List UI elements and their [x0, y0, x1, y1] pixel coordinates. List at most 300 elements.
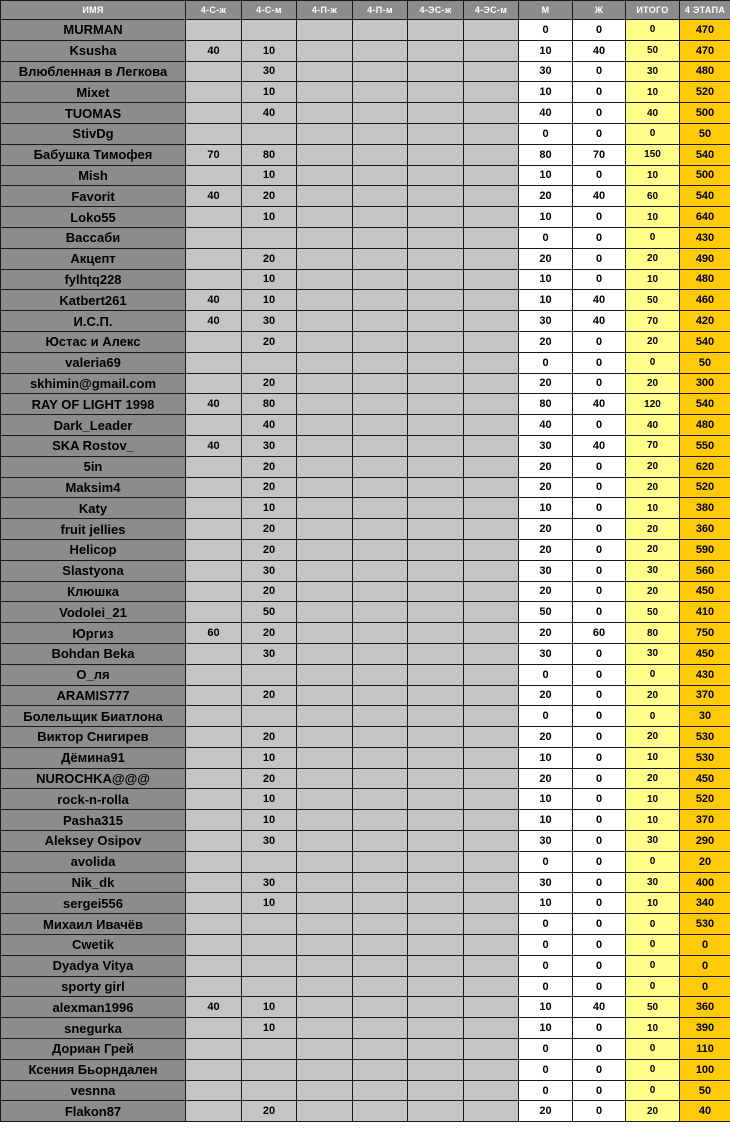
cell-4-p-m — [353, 602, 408, 623]
cell-4-p-zh — [297, 789, 353, 810]
cell-4-es-m — [464, 290, 519, 311]
cell-itogo: 80 — [626, 623, 680, 644]
cell-4-p-m — [353, 435, 408, 456]
table-row — [1, 643, 730, 664]
cell-4-p-m — [353, 893, 408, 914]
cell-4-es-zh — [408, 248, 464, 269]
cell-itogo: 60 — [626, 186, 680, 207]
cell-4-s-zh — [186, 685, 242, 706]
cell-4-es-m — [464, 1039, 519, 1060]
cell-4-etapa: 480 — [680, 269, 730, 290]
cell-4-s-m — [242, 20, 297, 41]
cell-m: 80 — [519, 394, 573, 415]
cell-4-s-m — [242, 955, 297, 976]
cell-zh: 0 — [573, 1039, 626, 1060]
cell-zh: 0 — [573, 914, 626, 935]
cell-4-p-zh — [297, 1018, 353, 1039]
cell-m: 20 — [519, 519, 573, 540]
table-row — [1, 1080, 730, 1101]
cell-m: 20 — [519, 768, 573, 789]
participant-name: Юстас и Алекс — [1, 331, 186, 352]
cell-4-p-zh — [297, 851, 353, 872]
cell-4-es-m — [464, 997, 519, 1018]
cell-4-etapa: 290 — [680, 831, 730, 852]
table-row — [1, 352, 730, 373]
cell-4-s-zh — [186, 664, 242, 685]
cell-4-p-m — [353, 1101, 408, 1122]
table-row — [1, 685, 730, 706]
cell-4-s-m: 20 — [242, 727, 297, 748]
cell-4-es-m — [464, 352, 519, 373]
cell-4-s-zh — [186, 415, 242, 436]
cell-4-es-m — [464, 935, 519, 956]
cell-m: 0 — [519, 914, 573, 935]
table-row — [1, 768, 730, 789]
cell-itogo: 20 — [626, 456, 680, 477]
cell-4-s-zh — [186, 768, 242, 789]
cell-4-p-m — [353, 1059, 408, 1080]
cell-4-es-zh — [408, 560, 464, 581]
cell-m: 30 — [519, 435, 573, 456]
cell-4-s-m — [242, 1059, 297, 1080]
cell-4-s-zh — [186, 581, 242, 602]
participant-name: Aleksey Osipov — [1, 831, 186, 852]
header-4-s-zh: 4-С-ж — [186, 1, 242, 20]
cell-itogo: 120 — [626, 394, 680, 415]
cell-zh: 40 — [573, 290, 626, 311]
table-row — [1, 1039, 730, 1060]
cell-4-s-zh — [186, 456, 242, 477]
cell-4-etapa: 420 — [680, 311, 730, 332]
table-row — [1, 61, 730, 82]
cell-4-s-zh — [186, 831, 242, 852]
cell-4-es-m — [464, 1059, 519, 1080]
cell-4-p-m — [353, 20, 408, 41]
cell-4-s-zh — [186, 123, 242, 144]
cell-4-p-zh — [297, 685, 353, 706]
cell-4-s-m — [242, 1080, 297, 1101]
cell-4-s-zh — [186, 1101, 242, 1122]
cell-4-p-m — [353, 810, 408, 831]
cell-zh: 0 — [573, 519, 626, 540]
cell-4-es-zh — [408, 602, 464, 623]
cell-4-s-m: 20 — [242, 623, 297, 644]
table-row — [1, 706, 730, 727]
cell-4-es-m — [464, 1018, 519, 1039]
participant-name: Бабушка Тимофея — [1, 144, 186, 165]
cell-4-etapa: 50 — [680, 352, 730, 373]
cell-4-es-m — [464, 851, 519, 872]
cell-4-etapa: 470 — [680, 40, 730, 61]
cell-4-p-zh — [297, 997, 353, 1018]
table-row — [1, 248, 730, 269]
cell-4-s-zh — [186, 539, 242, 560]
table-row — [1, 914, 730, 935]
participant-name: Katbert261 — [1, 290, 186, 311]
cell-4-s-m: 20 — [242, 186, 297, 207]
cell-itogo: 40 — [626, 415, 680, 436]
cell-zh: 0 — [573, 976, 626, 997]
cell-m: 10 — [519, 165, 573, 186]
cell-4-etapa: 490 — [680, 248, 730, 269]
cell-m: 20 — [519, 331, 573, 352]
cell-4-etapa: 40 — [680, 1101, 730, 1122]
cell-m: 30 — [519, 643, 573, 664]
cell-4-etapa: 460 — [680, 290, 730, 311]
cell-4-etapa: 540 — [680, 331, 730, 352]
cell-4-p-m — [353, 248, 408, 269]
cell-zh: 0 — [573, 1059, 626, 1080]
cell-4-s-zh — [186, 352, 242, 373]
cell-4-es-m — [464, 248, 519, 269]
cell-4-es-m — [464, 768, 519, 789]
cell-4-s-zh — [186, 851, 242, 872]
participant-name: RAY OF LIGHT 1998 — [1, 394, 186, 415]
cell-4-p-zh — [297, 311, 353, 332]
cell-itogo: 70 — [626, 311, 680, 332]
cell-4-etapa: 100 — [680, 1059, 730, 1080]
cell-4-es-zh — [408, 415, 464, 436]
cell-itogo: 10 — [626, 747, 680, 768]
cell-zh: 0 — [573, 248, 626, 269]
cell-4-p-zh — [297, 539, 353, 560]
cell-m: 20 — [519, 456, 573, 477]
table-row — [1, 186, 730, 207]
cell-4-es-zh — [408, 851, 464, 872]
cell-4-es-m — [464, 955, 519, 976]
cell-4-p-zh — [297, 664, 353, 685]
cell-itogo: 20 — [626, 519, 680, 540]
cell-4-etapa: 50 — [680, 1080, 730, 1101]
cell-4-es-zh — [408, 955, 464, 976]
cell-4-es-m — [464, 1101, 519, 1122]
table-row — [1, 560, 730, 581]
cell-m: 0 — [519, 1059, 573, 1080]
cell-4-es-m — [464, 373, 519, 394]
cell-zh: 0 — [573, 269, 626, 290]
participant-name: О_ля — [1, 664, 186, 685]
cell-4-p-m — [353, 664, 408, 685]
table-row — [1, 456, 730, 477]
cell-4-etapa: 640 — [680, 207, 730, 228]
cell-m: 10 — [519, 747, 573, 768]
cell-itogo: 20 — [626, 768, 680, 789]
cell-m: 0 — [519, 955, 573, 976]
cell-itogo: 0 — [626, 706, 680, 727]
cell-4-es-m — [464, 165, 519, 186]
cell-zh: 0 — [573, 82, 626, 103]
cell-4-s-m — [242, 227, 297, 248]
table-row — [1, 1059, 730, 1080]
cell-4-es-zh — [408, 186, 464, 207]
cell-zh: 0 — [573, 61, 626, 82]
cell-4-s-zh — [186, 82, 242, 103]
cell-4-s-zh — [186, 498, 242, 519]
cell-m: 30 — [519, 560, 573, 581]
cell-4-p-m — [353, 560, 408, 581]
cell-zh: 0 — [573, 560, 626, 581]
participant-name: Cwetik — [1, 935, 186, 956]
cell-4-s-m: 30 — [242, 61, 297, 82]
cell-4-es-m — [464, 40, 519, 61]
cell-4-p-zh — [297, 477, 353, 498]
cell-itogo: 10 — [626, 893, 680, 914]
cell-4-s-m: 20 — [242, 685, 297, 706]
cell-4-etapa: 360 — [680, 519, 730, 540]
cell-itogo: 0 — [626, 352, 680, 373]
cell-4-es-zh — [408, 82, 464, 103]
cell-zh: 0 — [573, 727, 626, 748]
cell-4-p-m — [353, 539, 408, 560]
cell-4-p-zh — [297, 747, 353, 768]
table-row — [1, 976, 730, 997]
participant-name: 5in — [1, 456, 186, 477]
cell-4-etapa: 540 — [680, 394, 730, 415]
cell-4-es-zh — [408, 331, 464, 352]
table-row — [1, 103, 730, 124]
cell-4-p-zh — [297, 519, 353, 540]
cell-4-es-zh — [408, 435, 464, 456]
table-row — [1, 893, 730, 914]
cell-4-es-m — [464, 706, 519, 727]
cell-m: 20 — [519, 477, 573, 498]
table-row — [1, 810, 730, 831]
participant-name: sporty girl — [1, 976, 186, 997]
cell-4-es-zh — [408, 207, 464, 228]
cell-4-etapa: 0 — [680, 955, 730, 976]
cell-m: 0 — [519, 227, 573, 248]
cell-itogo: 20 — [626, 477, 680, 498]
cell-4-p-m — [353, 519, 408, 540]
cell-zh: 0 — [573, 935, 626, 956]
cell-zh: 0 — [573, 207, 626, 228]
cell-4-es-zh — [408, 997, 464, 1018]
cell-m: 10 — [519, 290, 573, 311]
cell-itogo: 10 — [626, 789, 680, 810]
cell-4-p-m — [353, 914, 408, 935]
participant-name: Ksusha — [1, 40, 186, 61]
cell-m: 0 — [519, 976, 573, 997]
cell-4-p-zh — [297, 456, 353, 477]
cell-4-etapa: 590 — [680, 539, 730, 560]
cell-4-es-m — [464, 477, 519, 498]
cell-4-s-m: 40 — [242, 103, 297, 124]
cell-4-es-m — [464, 331, 519, 352]
cell-4-es-zh — [408, 269, 464, 290]
participant-name: Nik_dk — [1, 872, 186, 893]
cell-4-es-zh — [408, 123, 464, 144]
cell-m: 20 — [519, 373, 573, 394]
cell-4-etapa: 750 — [680, 623, 730, 644]
cell-4-p-m — [353, 789, 408, 810]
cell-m: 10 — [519, 1018, 573, 1039]
cell-4-es-m — [464, 456, 519, 477]
cell-4-p-m — [353, 747, 408, 768]
participant-name: NUROCHKA@@@ — [1, 768, 186, 789]
header-4-etapa: 4 ЭТАПА — [680, 1, 730, 20]
participant-name: Акцепт — [1, 248, 186, 269]
cell-4-s-m: 10 — [242, 789, 297, 810]
cell-4-es-m — [464, 727, 519, 748]
cell-4-s-zh — [186, 955, 242, 976]
participant-name: avolida — [1, 851, 186, 872]
cell-itogo: 0 — [626, 914, 680, 935]
participant-name: Ксения Бьорндален — [1, 1059, 186, 1080]
participant-name: Юргиз — [1, 623, 186, 644]
cell-zh: 0 — [573, 955, 626, 976]
cell-4-etapa: 450 — [680, 768, 730, 789]
cell-4-s-zh: 40 — [186, 186, 242, 207]
participant-name: TUOMAS — [1, 103, 186, 124]
table-row — [1, 20, 730, 41]
cell-4-es-m — [464, 539, 519, 560]
cell-4-p-m — [353, 872, 408, 893]
cell-4-es-m — [464, 82, 519, 103]
cell-4-p-zh — [297, 394, 353, 415]
cell-4-es-zh — [408, 727, 464, 748]
cell-4-es-m — [464, 976, 519, 997]
cell-4-p-m — [353, 373, 408, 394]
cell-4-es-m — [464, 20, 519, 41]
cell-zh: 0 — [573, 123, 626, 144]
cell-4-s-zh — [186, 747, 242, 768]
cell-4-s-zh — [186, 727, 242, 748]
cell-4-etapa: 500 — [680, 165, 730, 186]
cell-4-p-m — [353, 997, 408, 1018]
participant-name: Loko55 — [1, 207, 186, 228]
cell-4-s-zh — [186, 935, 242, 956]
cell-4-s-zh — [186, 976, 242, 997]
table-row — [1, 831, 730, 852]
cell-4-etapa: 530 — [680, 727, 730, 748]
cell-4-es-zh — [408, 768, 464, 789]
cell-itogo: 10 — [626, 1018, 680, 1039]
cell-4-etapa: 50 — [680, 123, 730, 144]
cell-zh: 70 — [573, 144, 626, 165]
cell-zh: 0 — [573, 331, 626, 352]
cell-itogo: 0 — [626, 1059, 680, 1080]
table-row — [1, 727, 730, 748]
table-row — [1, 415, 730, 436]
cell-4-es-zh — [408, 664, 464, 685]
cell-4-es-zh — [408, 831, 464, 852]
cell-itogo: 10 — [626, 269, 680, 290]
cell-4-p-zh — [297, 227, 353, 248]
cell-4-es-zh — [408, 539, 464, 560]
cell-4-es-m — [464, 394, 519, 415]
cell-zh: 40 — [573, 186, 626, 207]
cell-4-p-m — [353, 477, 408, 498]
cell-4-etapa: 30 — [680, 706, 730, 727]
cell-4-es-m — [464, 435, 519, 456]
cell-4-es-zh — [408, 706, 464, 727]
cell-4-p-m — [353, 851, 408, 872]
cell-m: 30 — [519, 831, 573, 852]
cell-4-etapa: 300 — [680, 373, 730, 394]
cell-4-p-m — [353, 1018, 408, 1039]
table-row — [1, 935, 730, 956]
cell-4-p-m — [353, 103, 408, 124]
cell-4-s-m — [242, 123, 297, 144]
cell-4-s-m: 20 — [242, 539, 297, 560]
cell-4-p-m — [353, 706, 408, 727]
cell-4-s-zh — [186, 1080, 242, 1101]
cell-4-es-zh — [408, 40, 464, 61]
table-row — [1, 747, 730, 768]
cell-4-s-zh — [186, 373, 242, 394]
table-row — [1, 498, 730, 519]
cell-itogo: 20 — [626, 373, 680, 394]
cell-4-p-zh — [297, 955, 353, 976]
cell-4-s-zh — [186, 643, 242, 664]
cell-zh: 0 — [573, 352, 626, 373]
cell-4-es-m — [464, 789, 519, 810]
cell-4-p-m — [353, 581, 408, 602]
cell-4-s-zh — [186, 810, 242, 831]
cell-4-s-m — [242, 664, 297, 685]
cell-4-es-m — [464, 664, 519, 685]
cell-m: 20 — [519, 685, 573, 706]
cell-4-etapa: 450 — [680, 643, 730, 664]
cell-4-p-zh — [297, 1080, 353, 1101]
cell-4-s-m: 20 — [242, 331, 297, 352]
cell-m: 20 — [519, 623, 573, 644]
table-row — [1, 227, 730, 248]
cell-itogo: 30 — [626, 560, 680, 581]
cell-itogo: 30 — [626, 643, 680, 664]
cell-4-etapa: 470 — [680, 20, 730, 41]
cell-4-p-zh — [297, 914, 353, 935]
cell-4-es-zh — [408, 352, 464, 373]
cell-4-s-m: 10 — [242, 165, 297, 186]
cell-4-s-m — [242, 914, 297, 935]
cell-4-s-zh — [186, 872, 242, 893]
participant-name: Favorit — [1, 186, 186, 207]
cell-4-s-m: 20 — [242, 768, 297, 789]
cell-4-etapa: 520 — [680, 789, 730, 810]
cell-4-p-zh — [297, 706, 353, 727]
cell-4-es-zh — [408, 789, 464, 810]
cell-zh: 0 — [573, 581, 626, 602]
cell-zh: 0 — [573, 1101, 626, 1122]
cell-4-es-zh — [408, 144, 464, 165]
cell-4-p-m — [353, 955, 408, 976]
header-m: М — [519, 1, 573, 20]
table-row — [1, 331, 730, 352]
cell-4-p-zh — [297, 727, 353, 748]
cell-4-es-zh — [408, 394, 464, 415]
cell-4-es-m — [464, 227, 519, 248]
table-row — [1, 394, 730, 415]
cell-itogo: 50 — [626, 997, 680, 1018]
cell-4-p-zh — [297, 1101, 353, 1122]
cell-4-p-m — [353, 456, 408, 477]
cell-4-es-m — [464, 1080, 519, 1101]
participant-name: Vodolei_21 — [1, 602, 186, 623]
cell-4-es-m — [464, 144, 519, 165]
cell-4-p-zh — [297, 768, 353, 789]
cell-zh: 0 — [573, 851, 626, 872]
table-row — [1, 581, 730, 602]
cell-4-es-zh — [408, 935, 464, 956]
cell-4-es-m — [464, 747, 519, 768]
table-row — [1, 311, 730, 332]
cell-itogo: 20 — [626, 581, 680, 602]
cell-4-s-m: 10 — [242, 207, 297, 228]
cell-4-s-zh — [186, 560, 242, 581]
cell-4-s-zh — [186, 269, 242, 290]
cell-4-p-m — [353, 643, 408, 664]
